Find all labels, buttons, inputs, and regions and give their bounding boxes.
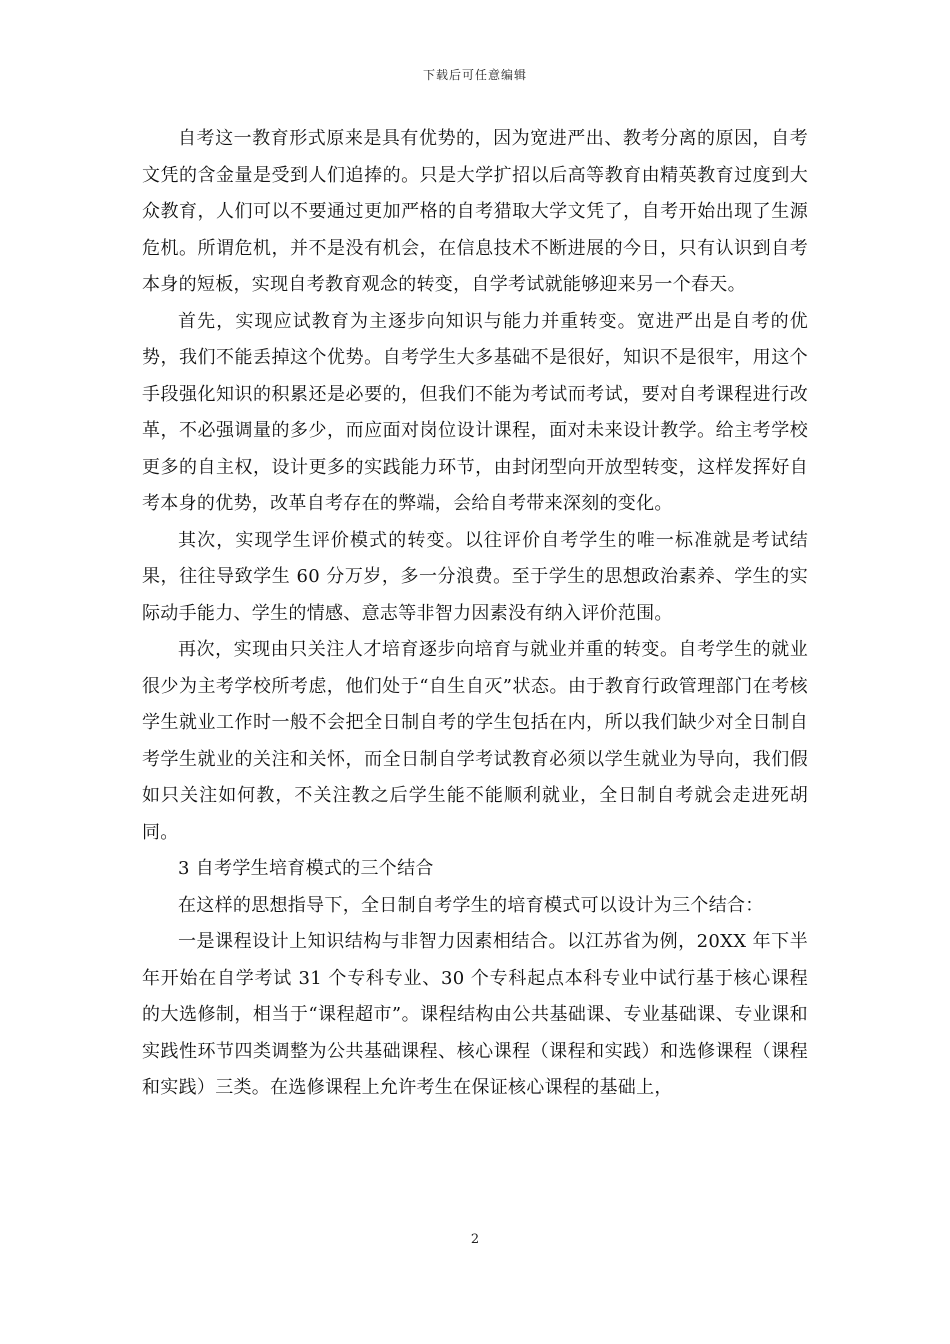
section-heading: 3 自考学生培育模式的三个结合 [178, 858, 434, 879]
paragraph-intro: 自考这一教育形式原来是具有优势的，因为宽进严出、教考分离的原因，自考文凭的含金量是受到人们追捧的。只是大学扩招以后高等教育由精英教育过度到大众教育，人们可以不要通过更加严格的自考猎取大学文凭了，自考开始出现了生源危机。所谓危机，并不是没有机会，在信息技术不断进展的今日，只有认识到自考本身的短板，实现自考教育观念的转变，自学考试就能够迎来另一个春天。 [142, 128, 808, 295]
paragraph-combination-one: 一是课程设计上知识结构与非智力因素相结合。以江苏省为例，20XX 年下半年开始在自学考试 31 个专科专业、30 个专科起点本科专业中试行基于核心课程的大选修制，相当于“课程超市”。课程结构由公共基础课、专业基础课、专业课和实践性环节四类调整为公共基础课程、核心课程（课程和实践）和选修课程（课程和实践）三类。在选修课程上允许考生在保证核心课程的基础上， [142, 931, 808, 1098]
paragraph-third: 再次，实现由只关注人才培育逐步向培育与就业并重的转变。自考学生的就业很少为主考学校所考虑，他们处于“自生自灭”状态。由于教育行政管理部门在考核学生就业工作时一般不会把全日制自考的学生包括在内，所以我们缺少对全日制自考学生就业的关注和关怀，而全日制自学考试教育必须以学生就业为导向，我们假如只关注如何教，不关注教之后学生能不能顺利就业，全日制自考就会走进死胡同。 [142, 639, 808, 843]
paragraph-first: 首先，实现应试教育为主逐步向知识与能力并重转变。宽进严出是自考的优势，我们不能丢掉这个优势。自考学生大多基础不是很好，知识不是很牢，用这个手段强化知识的积累还是必要的，但我们不能为考试而考试，要对自考课程进行改革，不必强调量的多少，而应面对岗位设计课程，面对未来设计教学。给主考学校更多的自主权，设计更多的实践能力环节，由封闭型向开放型转变，这样发挥好自考本身的优势，改革自考存在的弊端，会给自考带来深刻的变化。 [142, 310, 808, 514]
page-header: 下载后可任意编辑 [422, 68, 527, 82]
page-number: 2 [470, 1232, 480, 1247]
paragraph-guidance: 在这样的思想指导下，全日制自考学生的培育模式可以设计为三个结合： [178, 894, 764, 916]
paragraph-second: 其次，实现学生评价模式的转变。以往评价自考学生的唯一标准就是考试结果，往往导致学生 60 分万岁，多一分浪费。至于学生的思想政治素养、学生的实际动手能力、学生的情感、意志等非智力因素没有纳入评价范围。 [142, 529, 808, 624]
document-body [142, 121, 808, 1107]
